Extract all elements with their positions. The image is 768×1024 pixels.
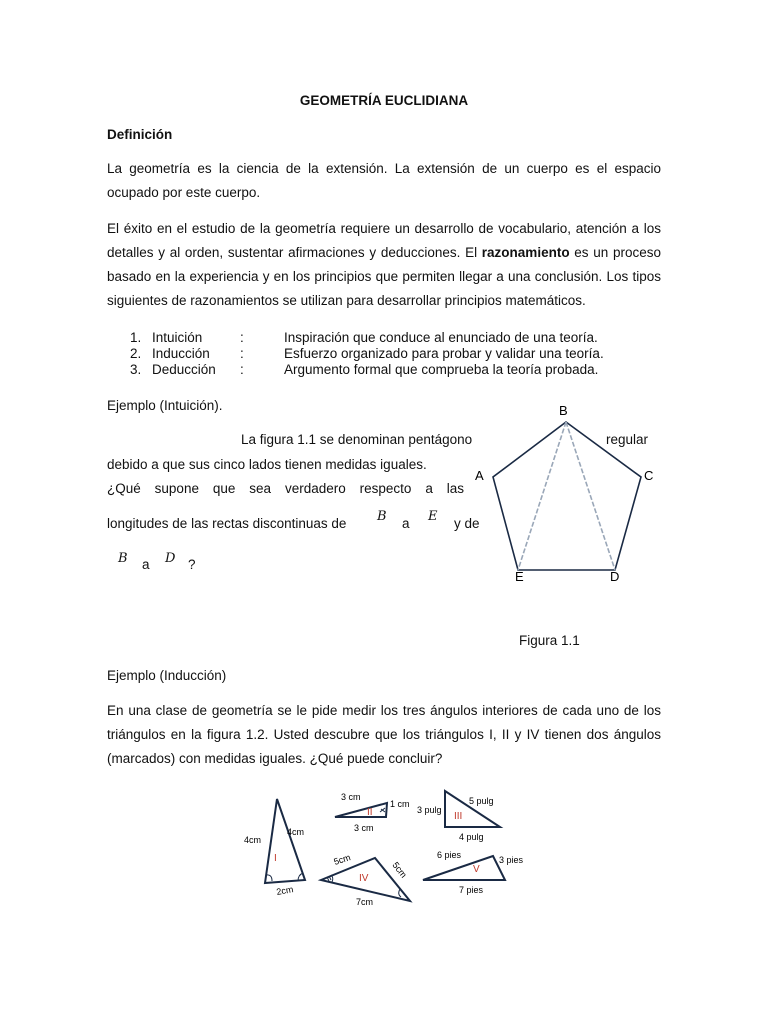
vocabulary-text-start: El éxito en el estudio de la geometría requiere un desarrollo de vocabulario, atención a los detalles y al orden, sustentar afirmaciones y deducciones. El [107,221,661,260]
reasoning-term: razonamiento [481,245,570,260]
triangle-iii-label: III [454,811,463,822]
page-title: GEOMETRÍA EUCLIDIANA [299,93,469,108]
triangle-v-label: V [473,864,480,875]
example-word-regular: regular [606,432,649,447]
list-description: Argumento formal que comprueba la teoría probada. [284,362,599,377]
variable-b: B [377,509,387,524]
reasoning-list [130,330,670,378]
list-number: 3. [130,362,142,377]
induction-paragraph: En una clase de geometría se le pide medir los tres ángulos interiores de cada uno de los triángulos en la figura 1.2. Usted descubre que los triángulos I, II y IV tienen dos ángulos (marcados) con medidas iguales. ¿Qué puede concluir? [107,703,661,766]
variable-d: D [165,551,176,566]
triangle-i-label: I [274,853,277,864]
list-term: Intuición [152,330,203,345]
variable-e: E [428,509,438,524]
triangle-iv-bottom-side: 7cm [356,897,374,907]
pentagon-figure [460,395,660,595]
triangle-i [244,799,305,897]
vocabulary-text-end: es un proceso basado en la experiencia y en los principios que permiten llegar a una conclusión. Los tipos siguientes de razonamientos se utilizan para desarrollar principios matemáticos. [107,245,661,308]
triangle-iv-label: IV [359,873,369,884]
triangle-ii-label: II [367,807,373,818]
dashed-line-b-d [566,422,615,570]
example-line-2: debido a que sus cinco lados tienen medidas iguales. [107,457,427,472]
triangle-iii-left-side: 3 pulg [417,805,442,815]
word-a: a [402,516,410,531]
list-number: 2. [130,346,142,361]
word-y-de: y de [454,516,480,531]
triangle-iv [321,852,410,907]
definition-heading: Definición [107,127,173,142]
triangle-v-right-side: 3 pies [499,855,524,865]
triangle-i-right-side: 4cm [287,827,305,837]
triangle-ii-top-side: 3 cm [341,792,361,802]
list-colon: : [240,346,244,361]
pentagon-label-d: D [610,569,620,584]
list-item [130,362,670,378]
list-item [130,346,670,362]
figure-caption: Figura 1.1 [519,633,580,648]
list-number: 1. [130,330,142,345]
list-colon: : [240,362,244,377]
triangle-iii [417,791,500,842]
triangle-v-bottom-side: 7 pies [459,885,484,895]
pentagon-label-a: A [475,468,484,483]
list-term: Deducción [152,362,216,377]
example-induction-heading: Ejemplo (Inducción) [107,668,227,683]
list-description: Inspiración que conduce al enunciado de una teoría. [284,330,598,345]
variable-b-second: B [118,551,128,566]
example-line-4: longitudes de las rectas discontinuas de [107,516,347,531]
example-line-1-text: La figura 1.1 se denominan pentágono [241,432,473,447]
word-a-second: a [142,557,150,572]
pentagon-label-b: B [559,403,568,418]
example-intuition-heading: Ejemplo (Intuición). [107,398,223,413]
vocabulary-paragraph [107,217,661,313]
pentagon-outline [493,422,641,570]
definition-paragraph: La geometría es la ciencia de la extensión. La extensión de un cuerpo es el espacio ocupado por este cuerpo. [107,161,661,200]
list-colon: : [240,330,244,345]
triangle-iii-bottom-side: 4 pulg [459,832,484,842]
pentagon-label-e: E [515,569,524,584]
list-term: Inducción [152,346,210,361]
triangle-ii-right-side: 1 cm [390,799,410,809]
pentagon-label-c: C [644,468,654,483]
triangles-figure [235,785,535,910]
list-item [130,330,670,346]
triangle-v-top-side: 6 pies [437,850,462,860]
example-line-3: ¿Qué supone que sea verdadero respecto a las [107,481,464,496]
triangle-iii-top-side: 5 pulg [469,796,494,806]
triangle-ii-bottom-side: 3 cm [354,823,374,833]
triangle-i-left-side: 4cm [244,835,262,845]
triangle-iv-right-side: 5cm [390,860,409,880]
triangle-i-base: 2cm [275,884,295,897]
triangle-iv-left-side: 5cm [332,852,352,867]
dashed-line-b-e [518,422,566,570]
triangle-ii [335,792,410,833]
triangle-v [423,850,524,895]
list-description: Esfuerzo organizado para probar y validar una teoría. [284,346,604,361]
question-mark: ? [188,557,196,572]
